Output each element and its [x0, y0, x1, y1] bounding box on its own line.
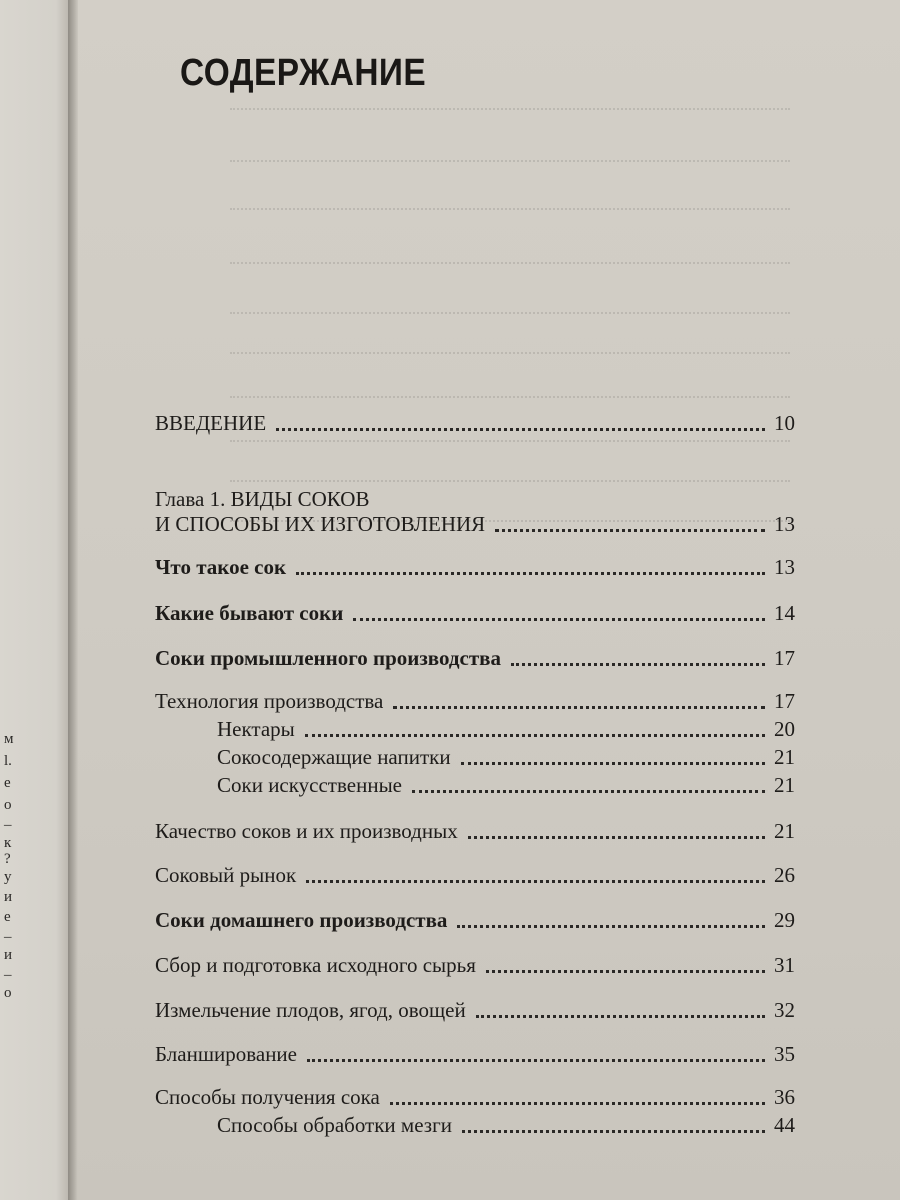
dot-leader	[476, 1015, 765, 1018]
toc-entry[interactable]	[155, 645, 795, 671]
dot-leader	[495, 529, 765, 532]
toc-entry-page: 17	[774, 689, 795, 713]
toc-entry[interactable]	[155, 1084, 795, 1110]
dot-leader	[353, 618, 765, 621]
toc-entry[interactable]	[155, 554, 795, 580]
toc-entry-chapter1[interactable]	[155, 511, 795, 537]
toc-entry-page: 31	[774, 953, 795, 977]
toc-entry[interactable]	[155, 1041, 795, 1067]
toc-subentry[interactable]	[155, 772, 795, 798]
facing-page-fragment: ?	[4, 851, 11, 867]
toc-entry[interactable]	[155, 952, 795, 978]
toc-entry[interactable]	[155, 997, 795, 1023]
toc-entry-title: Сокосодержащие напитки	[217, 745, 451, 769]
toc-entry-title: Способы получения сока	[155, 1085, 380, 1109]
toc-entry-page: 35	[774, 1042, 795, 1066]
toc-entry-title: И СПОСОБЫ ИХ ИЗГОТОВЛЕНИЯ	[155, 512, 486, 536]
page-title: СОДЕРЖАНИЕ	[180, 52, 427, 94]
facing-page-fragment: l.	[4, 753, 12, 769]
dot-leader	[296, 572, 765, 575]
toc-entry-title: Какие бывают соки	[155, 601, 344, 625]
toc-entry-page: 20	[774, 717, 795, 741]
toc-entry-page: 21	[774, 773, 795, 797]
toc-entry-page: 10	[774, 411, 795, 435]
toc-entry-title: Соки искусственные	[217, 773, 403, 797]
toc-entry-title: Сбор и подготовка исходного сырья	[155, 953, 476, 977]
toc-entry-page: 21	[774, 745, 795, 769]
toc-entry[interactable]	[155, 688, 795, 714]
dot-leader	[307, 1059, 765, 1062]
facing-page-fragment: –	[4, 929, 12, 945]
facing-page-edge	[0, 0, 70, 1200]
facing-page-fragment: о	[4, 797, 12, 813]
toc-entry-title: Технология производства	[155, 689, 384, 713]
toc-entry-page: 17	[774, 646, 795, 670]
toc-entry[interactable]	[155, 907, 795, 933]
toc-entry-page: 32	[774, 998, 795, 1022]
toc-entry-page: 44	[774, 1113, 795, 1137]
dot-leader	[412, 790, 765, 793]
dot-leader	[486, 970, 765, 973]
facing-page-fragment: е	[4, 909, 11, 925]
toc-entry-page: 21	[774, 819, 795, 843]
toc-entry-title: Соки домашнего производства	[155, 908, 448, 932]
toc-entry-title: Что такое сок	[155, 555, 287, 579]
facing-page-fragment: у	[4, 869, 12, 885]
toc-entry-title: Нектары	[217, 717, 295, 741]
toc-entry[interactable]	[155, 818, 795, 844]
toc-entry-page: 36	[774, 1085, 795, 1109]
toc-entry-title: Бланширование	[155, 1042, 297, 1066]
dot-leader	[306, 880, 765, 883]
dot-leader	[468, 836, 765, 839]
toc-entry-intro[interactable]	[155, 410, 795, 436]
toc-entry-page: 29	[774, 908, 795, 932]
book-gutter	[68, 0, 78, 1200]
toc-entry[interactable]	[155, 600, 795, 626]
toc-entry-page: 13	[774, 555, 795, 579]
toc-entry-title: ВВЕДЕНИЕ	[155, 411, 267, 435]
dot-leader	[393, 706, 765, 709]
toc-entry-title: Способы обработки мезги	[217, 1113, 452, 1137]
facing-page-fragment: –	[4, 817, 12, 833]
dot-leader	[461, 762, 765, 765]
dot-leader	[462, 1130, 765, 1133]
facing-page-fragment: и	[4, 947, 13, 963]
facing-page-fragment: –	[4, 967, 12, 983]
facing-page-fragment: о	[4, 985, 12, 1001]
toc-entry[interactable]	[155, 862, 795, 888]
facing-page-fragment: к	[4, 835, 12, 851]
dot-leader	[276, 428, 765, 431]
facing-page-fragment: м	[4, 731, 14, 747]
toc-entry-page: 26	[774, 863, 795, 887]
toc-entry-page: 13	[774, 512, 795, 536]
toc-entry-title: Соковый рынок	[155, 863, 297, 887]
dot-leader	[457, 925, 765, 928]
facing-page-fragment: и	[4, 889, 13, 905]
toc-subentry[interactable]	[155, 716, 795, 742]
toc-entry-title: Измельчение плодов, ягод, овощей	[155, 998, 466, 1022]
facing-page-fragment: е	[4, 775, 11, 791]
dot-leader	[390, 1102, 765, 1105]
toc-subentry[interactable]	[155, 744, 795, 770]
toc-entry-page: 14	[774, 601, 795, 625]
dot-leader	[305, 734, 765, 737]
toc-entry-title: Качество соков и их производных	[155, 819, 458, 843]
dot-leader	[511, 663, 765, 666]
chapter-heading-line1[interactable]: Глава 1. ВИДЫ СОКОВ	[155, 487, 370, 511]
toc-entry-title: Соки промышленного производства	[155, 646, 501, 670]
toc-subentry[interactable]	[155, 1112, 795, 1138]
